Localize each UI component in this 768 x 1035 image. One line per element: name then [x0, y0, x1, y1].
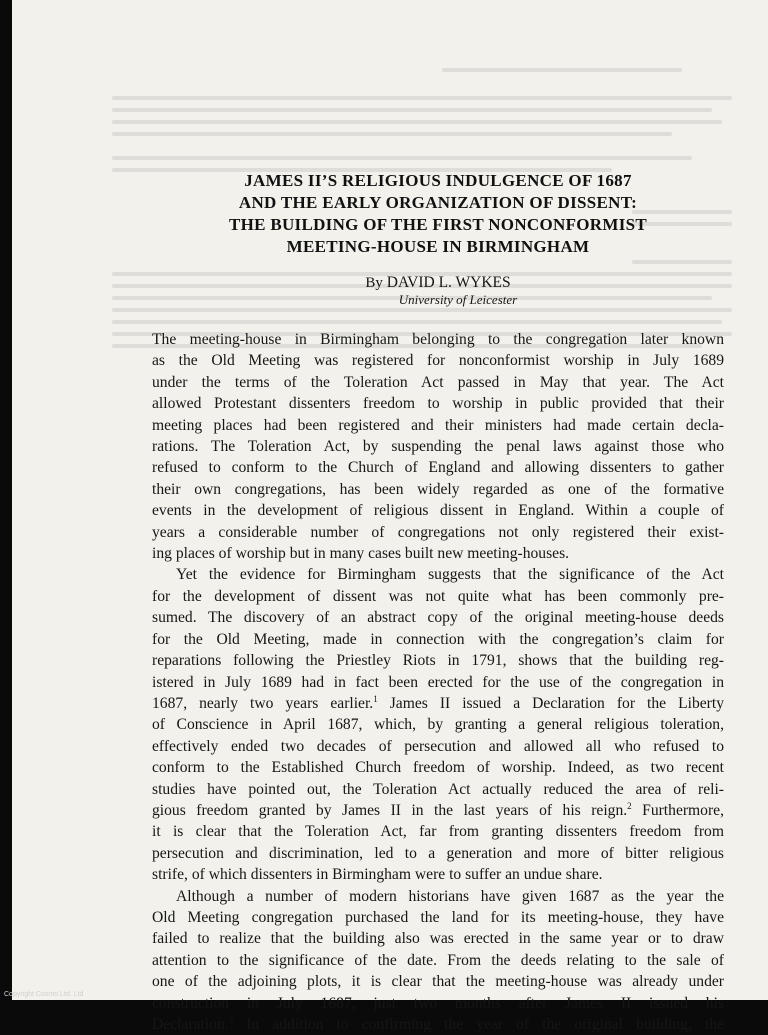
text-segment: James II issued a Declaration for the Liberty — [377, 694, 724, 712]
text-line: sumed. The discovery of an abstract copy of the original meeting-house deeds — [152, 609, 724, 627]
text-line: Yet the evidence for Birmingham suggests that the significance of the Act — [176, 566, 724, 584]
text-segment: Furthermore, — [631, 801, 724, 819]
text-line: years a considerable number of congregations not only registered their exist- — [152, 523, 724, 541]
text-line: rations. The Toleration Act, by suspending the penal laws against those who — [152, 438, 724, 456]
text-line: conform to the Established Church freedom of worship. Indeed, as two recent — [152, 759, 724, 777]
title-line: MEETING-HOUSE IN BIRMINGHAM — [286, 237, 590, 256]
text-line — [152, 693, 724, 714]
text-line: construction in July 1687, just two months after James II issued his — [152, 994, 724, 1012]
text-segment: gious freedom granted by James II in the last years of his reign. — [152, 801, 628, 819]
text-line — [152, 800, 724, 821]
text-segment: Declaration. — [152, 1016, 229, 1033]
text-line: failed to realize that the building also was erected in the same year or to draw — [152, 930, 724, 948]
author-name: DAVID L. WYKES — [386, 274, 511, 291]
footnote-marker: 1 — [373, 693, 378, 704]
article-title — [152, 170, 724, 258]
text-line: ing places of worship but in many cases built new meeting-houses. — [152, 545, 570, 563]
text-line: Old Meeting congregation purchased the land for its meeting-house, they have — [152, 908, 724, 926]
text-segment: In addition to confirming the year of the original building, the — [233, 1016, 724, 1033]
copyright-watermark: Copyright Cosmo Ltd. Ltd — [4, 991, 84, 998]
byline-by: By — [365, 275, 383, 291]
byline — [152, 274, 724, 292]
text-line: as the Old Meeting was registered for nonconformist worship in July 1689 — [152, 352, 724, 370]
article — [152, 170, 724, 1035]
text-line: for the Old Meeting, made in connection with the congregation’s claim for — [152, 630, 724, 648]
scanned-page — [12, 0, 768, 1033]
text-line: strife, of which dissenters in Birmingham were to suffer an undue share. — [152, 866, 603, 884]
paragraph — [152, 329, 724, 564]
text-line: under the terms of the Toleration Act passed in May that year. The Act — [152, 373, 724, 391]
paragraph — [152, 886, 724, 1035]
text-line: The meeting-house in Birmingham belonging to the congregation later known — [152, 331, 724, 348]
paragraph — [152, 564, 724, 885]
text-line: attention to the significance of the date. From the deeds relating to the sale of — [152, 951, 724, 969]
text-line: effectively ended two decades of persecution and allowed all who refused to — [152, 737, 724, 755]
text-line: allowed Protestant dissenters freedom to worship in public provided that their — [152, 395, 724, 413]
text-line: meeting places had been registered and their ministers had made certain decla- — [152, 416, 724, 434]
text-line: Although a number of modern historians have given 1687 as the year the — [176, 887, 724, 905]
text-line: istered in July 1689 had in fact been erected for the use of the congregation in — [152, 673, 724, 691]
text-line: one of the adjoining plots, it is clear that the meeting-house was already under — [152, 973, 724, 991]
text-line: their own congregations, has been widely regarded as one of the formative — [152, 480, 724, 498]
text-line: persecution and discrimination, led to a generation and more of bitter religious — [152, 844, 724, 862]
title-line: THE BUILDING OF THE FIRST NONCONFORMIST — [228, 215, 648, 234]
text-line: of Conscience in April 1687, which, by granting a general religious toleration, — [152, 716, 724, 734]
footnote-marker: 3 — [228, 1014, 234, 1025]
text-line: refused to conform to the Church of England and allowing dissenters to gather — [152, 459, 724, 477]
text-line: it is clear that the Toleration Act, far from granting dissenters freedom from — [152, 823, 724, 841]
text-segment: 1687, nearly two years earlier. — [152, 694, 374, 712]
text-line: for the development of dissent was not quite what has been commonly pre- — [152, 587, 724, 605]
text-line: reparations following the Priestley Riots in 1791, shows that the building reg- — [152, 652, 724, 670]
text-line: events in the development of religious dissent in England. Within a couple of — [152, 502, 724, 520]
article-body — [152, 329, 724, 1035]
text-line — [152, 1014, 724, 1035]
title-line: JAMES II’S RELIGIOUS INDULGENCE OF 1687 — [244, 171, 632, 190]
author-affiliation: University of Leicester — [398, 292, 518, 307]
footnote-marker: 2 — [627, 800, 632, 811]
text-line: studies have pointed out, the Toleration Act actually reduced the area of reli- — [152, 780, 724, 798]
title-line: AND THE EARLY ORGANIZATION OF DISSENT: — [238, 193, 638, 212]
